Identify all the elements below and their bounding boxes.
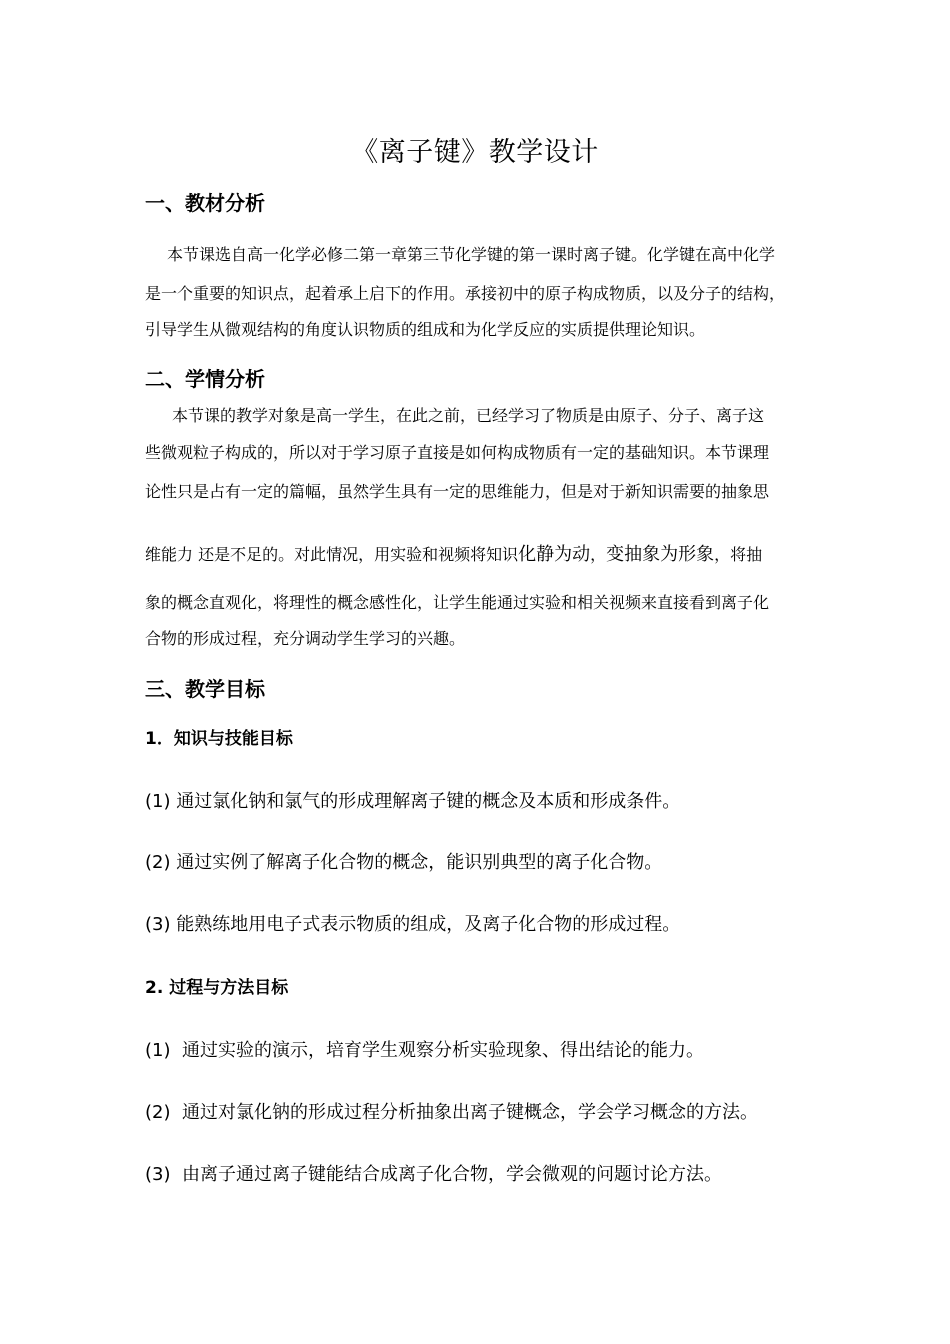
goal-item: (3) 能熟练地用电子式表示物质的组成，及离子化合物的形成过程。: [145, 914, 681, 935]
text-run: 维能力 还是不足的。对此情况，用实验和视频将知识: [145, 545, 519, 564]
goal-item: [145, 1098, 758, 1124]
text-run-emphasis: 变抽象为形象: [606, 544, 715, 565]
goal-item: (2) 通过实例了解离子化合物的概念，能识别典型的离子化合物。: [145, 852, 663, 873]
text-run: ，: [590, 545, 607, 564]
subheading-knowledge-skills: 1．知识与技能目标: [145, 729, 293, 749]
document-title: 《离子键》教学设计: [351, 137, 599, 168]
section-heading-student-analysis: 二、学情分析: [145, 367, 265, 391]
paragraph-line: 本节课的教学对象是高一学生，在此之前，已经学习了物质是由原子、分子、离子这: [172, 406, 765, 425]
goal-item: [145, 1036, 704, 1062]
item-number: (2): [145, 1102, 171, 1123]
subheading-process-methods: 2. 过程与方法目标: [145, 978, 289, 998]
item-number: (1): [145, 1040, 171, 1061]
paragraph-line: 象的概念直观化，将理性的概念感性化，让学生能通过实验和相关视频来直接看到离子化: [145, 593, 770, 612]
item-text: 通过实验的演示，培育学生观察分析实验现象、得出结论的能力。: [182, 1040, 704, 1061]
paragraph-line: 论性只是占有一定的篇幅，虽然学生具有一定的思维能力，但是对于新知识需要的抽象思: [145, 482, 770, 501]
item-number: (3): [145, 1164, 171, 1185]
text-run-emphasis: 化静为动: [518, 544, 591, 565]
item-text: 通过对氯化钠的形成过程分析抽象出离子键概念，学会学习概念的方法。: [182, 1102, 758, 1123]
paragraph-line: [145, 540, 762, 566]
paragraph-line: 本节课选自高一化学必修二第一章第三节化学键的第一课时离子键。化学键在高中化学: [167, 245, 776, 264]
paragraph-line: 是一个重要的知识点，起着承上启下的作用。承接初中的原子构成物质，以及分子的结构，: [145, 284, 786, 303]
text-run: ，将抽: [714, 545, 763, 564]
goal-item: (1) 通过氯化钠和氯气的形成理解离子键的概念及本质和形成条件。: [145, 791, 681, 812]
item-text: 由离子通过离子键能结合成离子化合物，学会微观的问题讨论方法。: [182, 1164, 722, 1185]
goal-item: [145, 1160, 722, 1186]
section-heading-teaching-goals: 三、教学目标: [145, 677, 265, 701]
paragraph-line: 合物的形成过程，充分调动学生学习的兴趣。: [145, 629, 466, 648]
paragraph-line: 引导学生从微观结构的角度认识物质的组成和为化学反应的实质提供理论知识。: [145, 320, 706, 339]
section-heading-textbook-analysis: 一、教材分析: [145, 191, 265, 215]
paragraph-line: 些微观粒子构成的，所以对于学习原子直接是如何构成物质有一定的基础知识。本节课理: [145, 443, 770, 462]
